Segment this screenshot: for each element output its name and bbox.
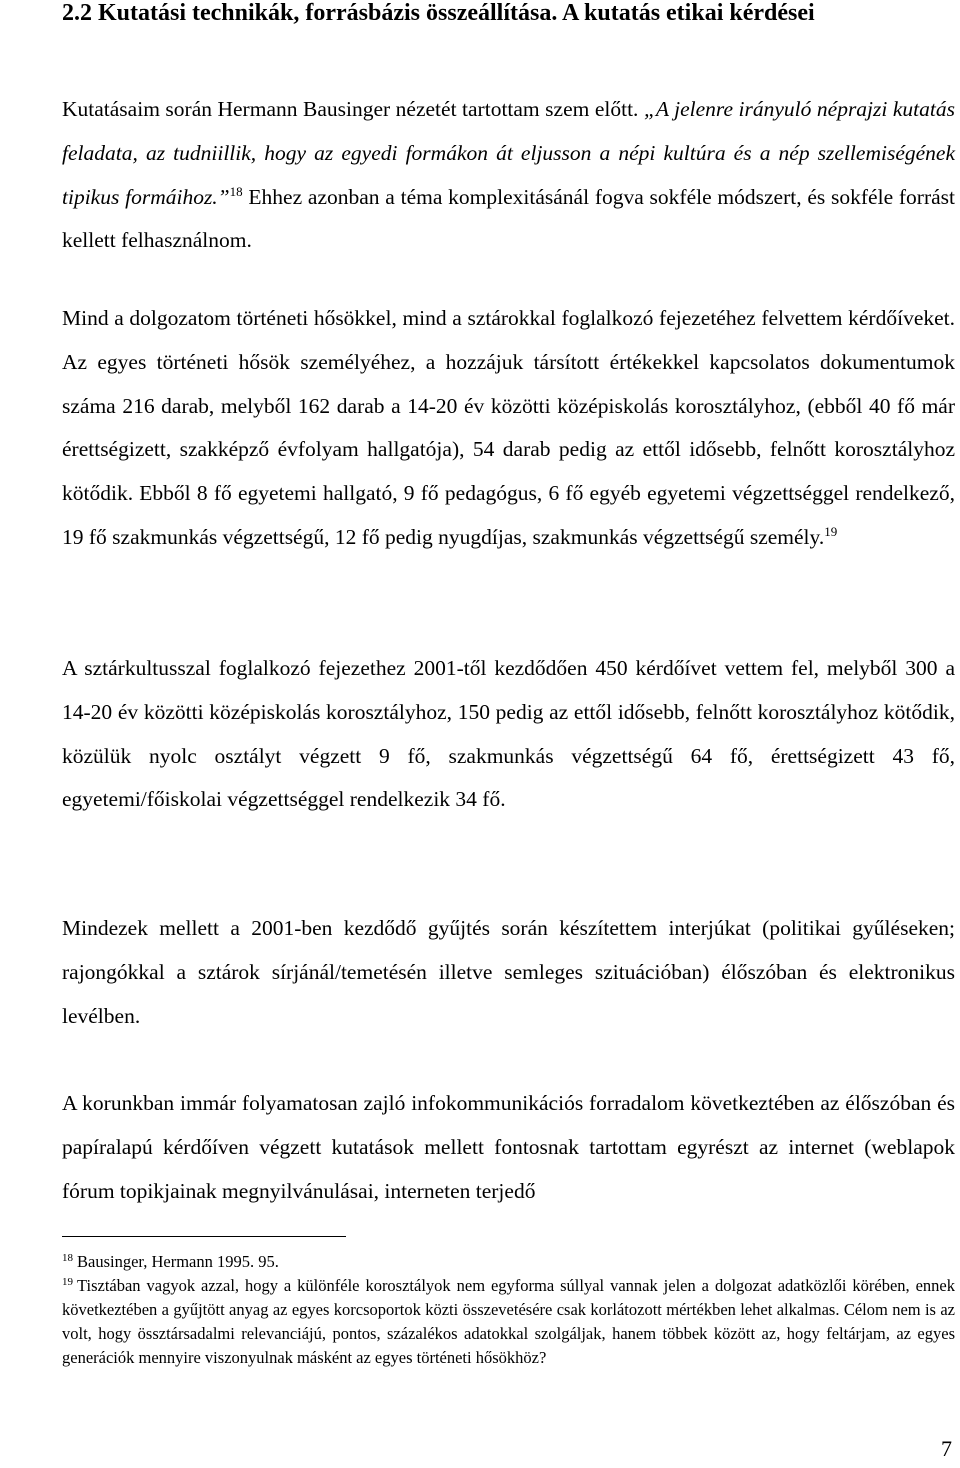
section-heading: 2.2 Kutatási technikák, forrásbázis összeállítása. A kutatás etikai kérdései: [62, 0, 815, 26]
footnote-text: Tisztában vagyok azzal, hogy a különféle korosztályok nem egyforma súllyal vannak jelen a dolgozat adatközlői körében, ennek következtében a gyűjtött anyag az egyes korcsoportok közti összevetésére csak korlátozott mértékben lehet alkalmas. Célom nem is az volt, hogy össztársadalmi relevanciájú, pontos, százalékos adatokkal szolgáljak, hanem többek között az, hogy feltárjam, az egyes generációk mennyire viszonyulnak másként az egyes történeti hősökhöz?: [62, 1276, 955, 1367]
footnote-ref-19[interactable]: 19: [824, 523, 838, 539]
footnotes: [62, 1250, 955, 1370]
paragraph-questionnaires-stars: A sztárkultusszal foglalkozó fejezethez 2001-től kezdődően 450 kérdőívet vettem fel, melyből 300 a 14-20 év közötti középiskolás korosztályhoz, 150 pedig az ettől idősebb, felnőtt korosztályhoz kötődik, közülük nyolc osztályt végzett 9 fő, szakmunkás végzettségű 64 fő, érettségizett 43 fő, egyetemi/főiskolai végzettséggel rendelkezik 34 fő.: [62, 656, 955, 812]
paragraph-questionnaires-heroes: [62, 297, 955, 560]
footnote-number: 18: [62, 1251, 73, 1264]
footnote-ref-18[interactable]: 18: [229, 183, 243, 199]
page-number: 7: [941, 1436, 952, 1461]
paragraph-methods-intro: [62, 88, 955, 263]
paragraph-internet-sources: A korunkban immár folyamatosan zajló infokommunikációs forradalom következtében az élőszóban és papíralapú kérdőíven végzett kutatások mellett fontosnak tartottam egyrészt az internet (weblapok fórum topikjainak megnyilvánulásai, interneten terjedő: [62, 1091, 955, 1203]
footnote-text: Bausinger, Hermann 1995. 95.: [77, 1252, 279, 1271]
paragraph-interviews: Mindezek mellett a 2001-ben kezdődő gyűjtés során készítettem interjúkat (politikai gyűléseken; rajongókkal a sztárok sírjánál/temetésén illetve semleges szituációban) élőszóban és elektronikus levélben.: [62, 916, 955, 1028]
footnote-18: [62, 1250, 955, 1274]
paragraph-text: Mind a dolgozatom történeti hősökkel, mind a sztárokkal foglalkozó fejezetéhez felvettem kérdőíveket. Az egyes történeti hősök személyéhez, a hozzájuk társított értékekkel kapcsolatos dokumentumok száma 216 darab, melyből 162 darab a 14-20 év közötti középiskolás korosztályhoz, (ebből 40 fő már érettségizett, szakképző évfolyam hallgatója), 54 darab pedig az ettől idősebb, felnőtt korosztályhoz kötődik. Ebből 8 fő egyetemi hallgató, 9 fő pedagógus, 6 fő egyéb egyetemi végzettséggel rendelkező, 19 fő szakmunkás végzettségű, 12 fő pedig nyugdíjas, szakmunkás végzettségű személy.: [62, 306, 955, 549]
footnote-number: 19: [62, 1275, 73, 1288]
paragraph-tail: Ehhez azonban a téma komplexitásánál fogva sokféle módszert, és sokféle forrást kellett felhasználnom.: [62, 184, 955, 253]
footnote-19: [62, 1274, 955, 1370]
footnote-separator: [62, 1236, 346, 1237]
bausinger-quote: „A jelenre irányuló néprajzi kutatás feladata, az tudniillik, hogy az egyedi formákon át eljusson a népi kultúra és a nép szellemiségének tipikus formáihoz.”: [62, 97, 955, 209]
paragraph-lead: Kutatásaim során Hermann Bausinger nézetét tartottam szem előtt.: [62, 97, 644, 121]
